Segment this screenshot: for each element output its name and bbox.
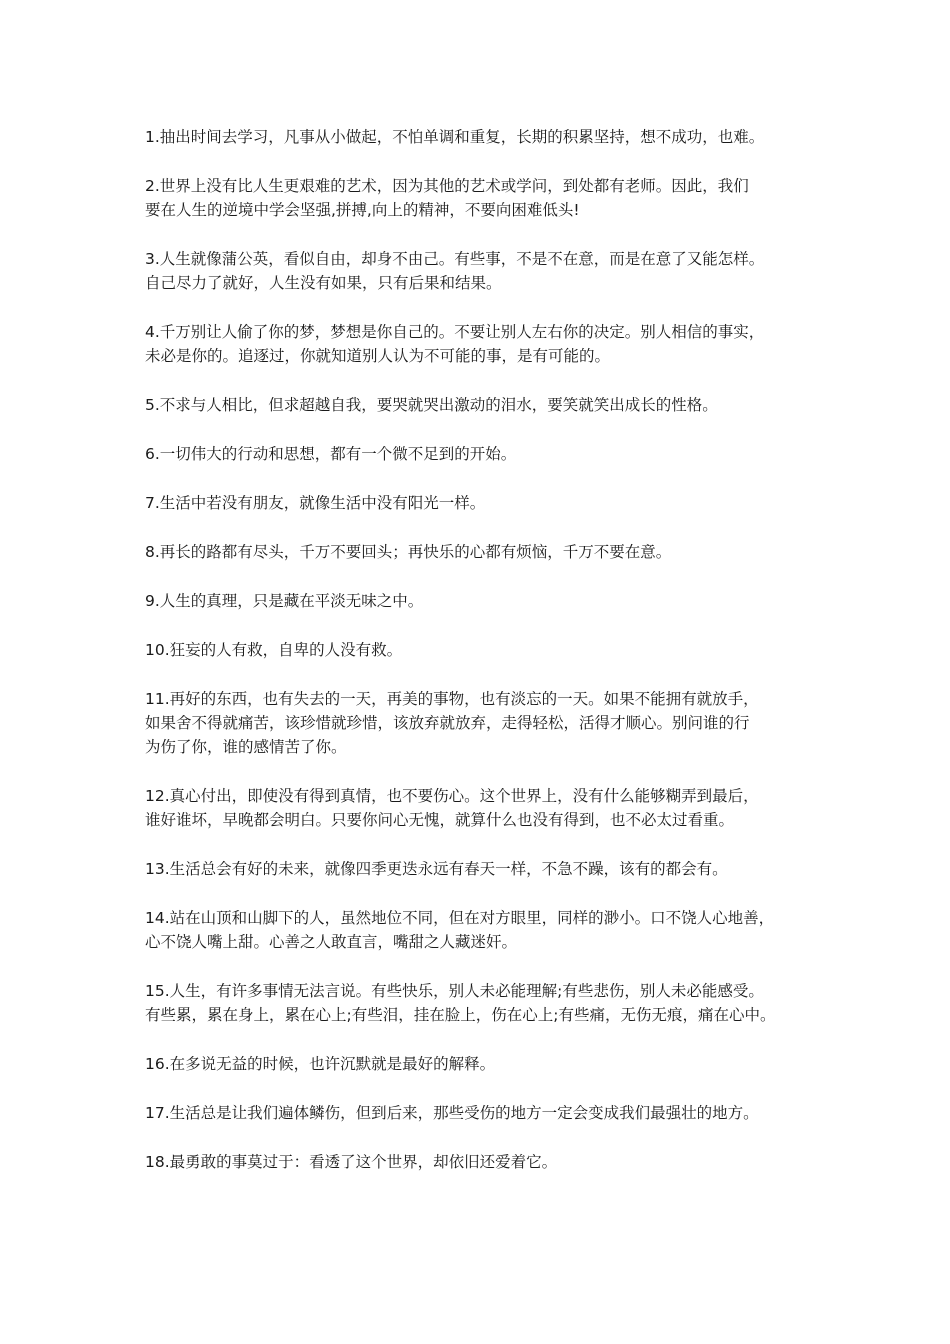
paragraph-5 xyxy=(145,393,825,417)
paragraph-line: 11.再好的东西，也有失去的一天，再美的事物，也有淡忘的一天。如果不能拥有就放手， xyxy=(145,690,759,708)
paragraph-9 xyxy=(145,589,825,613)
paragraph-line: 为伤了你，谁的感情苦了你。 xyxy=(145,738,347,756)
paragraph-line: 要在人生的逆境中学会坚强,拼搏,向上的精神，不要向困难低头! xyxy=(145,201,580,219)
paragraph-18 xyxy=(145,1150,825,1174)
paragraph-line: 13.生活总会有好的未来，就像四季更迭永远有春天一样，不急不躁，该有的都会有。 xyxy=(145,860,728,878)
paragraph-1 xyxy=(145,125,825,149)
paragraph-14 xyxy=(145,906,825,954)
paragraph-line: 12.真心付出，即使没有得到真情，也不要伤心。这个世界上，没有什么能够糊弄到最后， xyxy=(145,787,759,805)
paragraph-line: 14.站在山顶和山脚下的人，虽然地位不同，但在对方眼里，同样的渺小。口不饶人心地善， xyxy=(145,909,775,927)
paragraph-10 xyxy=(145,638,825,662)
paragraph-line: 未必是你的。追逐过，你就知道别人认为不可能的事，是有可能的。 xyxy=(145,347,611,365)
paragraph-line: 8.再长的路都有尽头，千万不要回头；再快乐的心都有烦恼，千万不要在意。 xyxy=(145,543,672,561)
paragraph-8 xyxy=(145,540,825,564)
paragraph-3 xyxy=(145,247,825,295)
paragraph-line: 心不饶人嘴上甜。心善之人敢直言，嘴甜之人藏迷奸。 xyxy=(145,933,518,951)
paragraph-11 xyxy=(145,687,825,759)
paragraph-line: 6.一切伟大的行动和思想，都有一个微不足到的开始。 xyxy=(145,445,517,463)
paragraph-line: 9.人生的真理，只是藏在平淡无味之中。 xyxy=(145,592,424,610)
paragraph-line: 1.抽出时间去学习，凡事从小做起，不怕单调和重复，长期的积累坚持，想不成功，也难。 xyxy=(145,128,765,146)
paragraph-line: 4.千万别让人偷了你的梦，梦想是你自己的。不要让别人左右你的决定。别人相信的事实， xyxy=(145,323,765,341)
paragraph-line: 18.最勇敢的事莫过于：看透了这个世界，却依旧还爱着它。 xyxy=(145,1153,558,1171)
paragraph-7 xyxy=(145,491,825,515)
paragraph-line: 谁好谁坏，早晚都会明白。只要你问心无愧，就算什么也没有得到，也不必太过看重。 xyxy=(145,811,735,829)
paragraph-16 xyxy=(145,1052,825,1076)
paragraph-17 xyxy=(145,1101,825,1125)
paragraph-15 xyxy=(145,979,825,1027)
paragraph-line: 16.在多说无益的时候，也许沉默就是最好的解释。 xyxy=(145,1055,496,1073)
paragraph-6 xyxy=(145,442,825,466)
paragraph-line: 3.人生就像蒲公英，看似自由，却身不由己。有些事，不是不在意，而是在意了又能怎样。 xyxy=(145,250,765,268)
paragraph-line: 17.生活总是让我们遍体鳞伤，但到后来，那些受伤的地方一定会变成我们最强壮的地方。 xyxy=(145,1104,759,1122)
paragraph-2 xyxy=(145,174,825,222)
document-body xyxy=(145,125,825,1199)
paragraph-line: 自己尽力了就好，人生没有如果，只有后果和结果。 xyxy=(145,274,502,292)
paragraph-line: 有些累，累在身上，累在心上;有些泪，挂在脸上，伤在心上;有些痛，无伤无痕，痛在心中。 xyxy=(145,1006,776,1024)
paragraph-line: 15.人生，有许多事情无法言说。有些快乐，别人未必能理解;有些悲伤，别人未必能感受。 xyxy=(145,982,764,1000)
paragraph-12 xyxy=(145,784,825,832)
paragraph-4 xyxy=(145,320,825,368)
paragraph-13 xyxy=(145,857,825,881)
paragraph-line: 2.世界上没有比人生更艰难的艺术，因为其他的艺术或学问，到处都有老师。因此，我们 xyxy=(145,177,749,195)
paragraph-line: 5.不求与人相比，但求超越自我，要哭就哭出激动的泪水，要笑就笑出成长的性格。 xyxy=(145,396,718,414)
paragraph-line: 10.狂妄的人有救，自卑的人没有救。 xyxy=(145,641,403,659)
paragraph-line: 7.生活中若没有朋友，就像生活中没有阳光一样。 xyxy=(145,494,486,512)
paragraph-line: 如果舍不得就痛苦，该珍惜就珍惜，该放弃就放弃，走得轻松，活得才顺心。别问谁的行 xyxy=(145,714,750,732)
